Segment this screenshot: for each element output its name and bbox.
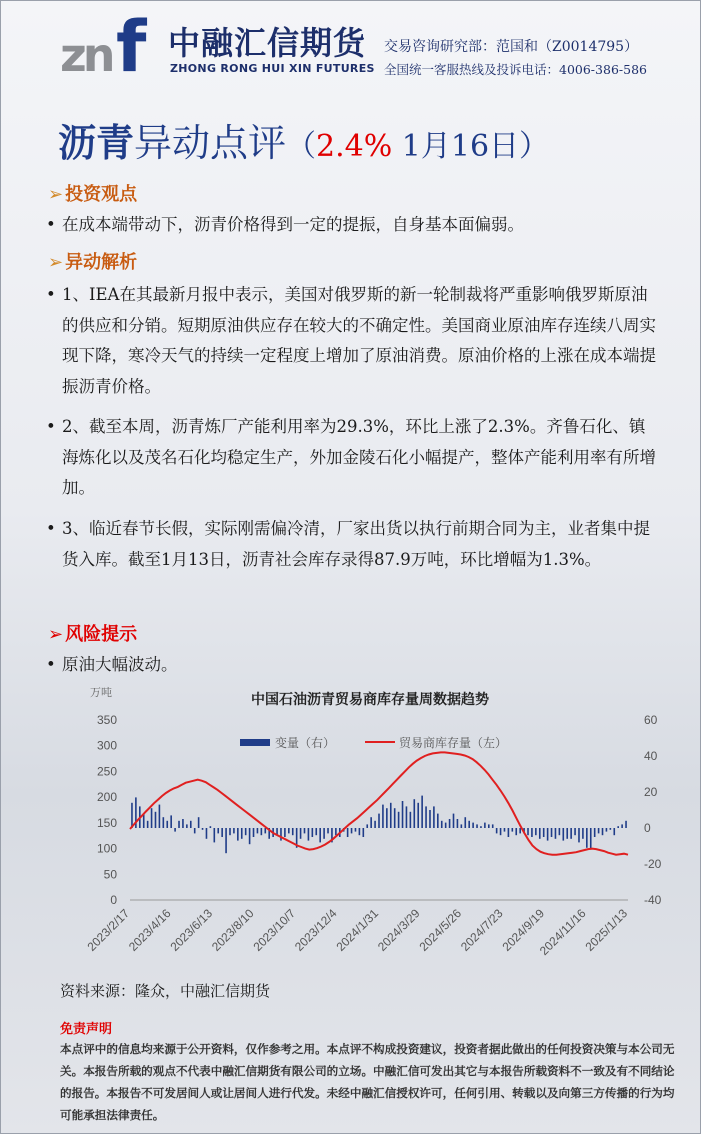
disclaimer-body: 本点评中的信息均来源于公开资料，仅作参考之用。本点评不构成投资建议，投资者据此做出的任何投资决策与本公司无关。本报告所载的观点不代表中融汇信期货有限公司的立场。中融汇信可发出其它与本报告所载资料不一致及有不同结论的报告。本报告不可发居间人或让居间人进行代发。未经中融汇信授权许可，任何引用、转载以及向第三方传播的行为均可能承担法律责任。 — [60, 1042, 675, 1122]
title-type: 异动点评 — [134, 121, 287, 165]
bar — [621, 824, 623, 828]
bar — [480, 826, 482, 828]
bullet-risk: • 原油大幅波动。 — [46, 655, 178, 674]
bar — [606, 828, 608, 832]
bar — [410, 812, 412, 828]
bar — [210, 826, 212, 828]
y-left-tick: 200 — [96, 790, 117, 805]
bar — [198, 817, 200, 828]
title-product: 沥青 — [58, 120, 135, 165]
bar — [374, 821, 376, 828]
bar — [594, 828, 596, 837]
bar — [351, 828, 353, 833]
bar — [531, 828, 533, 837]
title-date: 1月16日） — [392, 129, 550, 164]
bar — [562, 828, 564, 841]
bar — [327, 828, 329, 833]
legend-line-label: 贸易商库存量（左） — [399, 736, 508, 750]
bar — [241, 828, 243, 839]
arrow-icon: ➢ — [48, 184, 64, 205]
arrow-icon: ➢ — [48, 252, 64, 273]
bar — [617, 826, 619, 828]
bar — [425, 806, 427, 828]
bar — [206, 828, 208, 839]
bar — [570, 828, 572, 839]
y-right-tick: -20 — [644, 857, 662, 871]
bar — [566, 828, 568, 839]
section-head-risk: ➢ 风险提示 — [48, 624, 138, 645]
x-tick: 2023/10/7 — [250, 906, 299, 954]
bar — [602, 828, 604, 835]
bar — [508, 828, 510, 837]
bar — [461, 824, 463, 828]
bar — [257, 828, 259, 833]
title-paren: （ — [286, 129, 317, 164]
bar — [488, 824, 490, 828]
legend-bar-label: 变量（右） — [275, 736, 336, 750]
x-tick: 2023/8/10 — [208, 906, 257, 954]
y-left-tick: 150 — [96, 815, 117, 830]
section-head-view: ➢ 投资观点 — [48, 184, 138, 205]
bar — [292, 828, 294, 835]
bar — [515, 828, 517, 835]
bar — [590, 828, 592, 850]
analyst-contact: 交易咨询研究部：范国和（Z0014795） — [384, 39, 639, 55]
company-logo: zn f — [60, 6, 147, 88]
bar — [304, 828, 306, 833]
y-left-tick: 250 — [96, 764, 117, 779]
bar — [300, 828, 302, 839]
bar — [610, 828, 612, 830]
x-tick: 2025/1/13 — [582, 906, 631, 954]
bar — [378, 814, 380, 828]
section-head-analysis: ➢ 异动解析 — [48, 252, 138, 273]
bar — [464, 817, 466, 828]
bar — [519, 828, 521, 833]
bar — [437, 814, 439, 828]
y-right-tick: 40 — [644, 749, 658, 763]
bar — [574, 828, 576, 835]
bar — [363, 828, 365, 837]
bullet-analysis-2: • 2、截至本周，沥青炼厂产能利用率为29.3%，环比上涨了2.3%。齐鲁石化、镇海炼化以及茂名石化均稳定生产，外加金陵石化小幅提产，整体产能利用率有所增加。 — [46, 417, 656, 497]
bar — [151, 808, 153, 828]
x-tick: 2024/1/31 — [333, 906, 382, 954]
series-line — [130, 752, 628, 854]
bar — [547, 828, 549, 841]
x-tick: 2023/2/17 — [84, 906, 133, 954]
bar — [323, 828, 325, 839]
bar — [147, 821, 149, 828]
bar — [174, 828, 176, 832]
bar — [359, 828, 361, 835]
bar — [370, 817, 372, 828]
bar — [394, 808, 396, 828]
bar — [284, 828, 286, 837]
bar — [449, 819, 451, 828]
bar — [347, 828, 349, 837]
bar — [527, 828, 529, 835]
bar — [315, 828, 317, 835]
title-change: 2.4% — [316, 129, 393, 164]
brand-name-cn: 中融汇信期货 — [168, 24, 367, 62]
y-right-tick: 60 — [644, 713, 658, 727]
bar — [217, 828, 219, 833]
y-left-tick: 0 — [110, 893, 117, 907]
x-tick: 2024/3/29 — [374, 906, 423, 954]
bar — [186, 824, 188, 828]
bar — [237, 828, 239, 841]
bar — [170, 815, 172, 828]
bar — [453, 814, 455, 828]
x-tick: 2023/12/4 — [291, 906, 340, 954]
bar — [457, 819, 459, 828]
bar — [355, 828, 357, 832]
bar — [159, 805, 161, 828]
bar — [264, 828, 266, 833]
y-left-tick: 350 — [96, 713, 117, 727]
bar — [390, 803, 392, 828]
bar — [131, 803, 133, 828]
bar — [504, 828, 506, 832]
x-tick: 2024/11/16 — [536, 906, 589, 958]
bar — [417, 803, 419, 828]
x-tick: 2024/7/23 — [457, 906, 506, 954]
bar — [335, 828, 337, 835]
bar — [402, 801, 404, 828]
bar — [496, 828, 498, 833]
chart-title: 中国石油沥青贸易商库存量周数据趋势 — [251, 691, 489, 707]
bar — [598, 828, 600, 833]
bar — [366, 824, 368, 828]
y-left-tick: 100 — [96, 841, 117, 856]
brand-name-en: ZHONG RONG HUI XIN FUTURES — [170, 62, 375, 75]
bar — [221, 828, 223, 837]
bar — [406, 806, 408, 828]
inventory-chart — [60, 678, 680, 978]
bar — [433, 806, 435, 828]
bar — [586, 828, 588, 848]
x-tick: 2023/6/13 — [167, 906, 216, 954]
bar — [500, 828, 502, 835]
bar — [386, 808, 388, 828]
bar — [261, 828, 263, 835]
hotline-contact: 全国统一客服热线及投诉电话：4006-386-586 — [384, 62, 647, 77]
bar — [319, 828, 321, 842]
x-tick: 2024/5/26 — [416, 906, 465, 954]
bar — [214, 828, 216, 842]
bar — [280, 828, 282, 841]
bar — [559, 828, 561, 835]
bar — [551, 828, 553, 837]
bar — [155, 812, 157, 828]
bar — [249, 828, 251, 844]
bar — [613, 828, 615, 835]
bar — [441, 821, 443, 828]
y-right-tick: 0 — [644, 821, 651, 835]
bar — [233, 828, 235, 833]
bar — [163, 817, 165, 828]
bar — [543, 828, 545, 837]
bar — [202, 828, 204, 830]
bar — [492, 824, 494, 828]
disclaimer-title: 免责声明 — [60, 1022, 113, 1037]
bullet-analysis-3: • 3、临近春节长假，实际刚需偏冷清，厂家出货以执行前期合同为主，业者集中提货入库。截至1月13日，沥青社会库存录得87.9万吨，环比增幅为1.3%。 — [46, 519, 650, 569]
arrow-icon: ➢ — [48, 624, 64, 645]
bar — [398, 812, 400, 828]
bar — [413, 799, 415, 828]
bar — [535, 828, 537, 835]
legend-bar-swatch — [240, 739, 270, 746]
y-right-tick: -40 — [644, 893, 662, 907]
bar — [512, 828, 514, 832]
bar — [190, 821, 192, 828]
bar — [178, 821, 180, 828]
bar — [539, 828, 541, 839]
bar — [582, 828, 584, 839]
y-left-tick: 50 — [103, 867, 117, 882]
bar — [421, 796, 423, 828]
bar — [253, 828, 255, 837]
bar — [382, 805, 384, 828]
x-tick: 2023/4/16 — [125, 906, 174, 954]
bar — [194, 828, 196, 833]
bar — [166, 821, 168, 828]
bar — [312, 828, 314, 837]
bar — [472, 823, 474, 828]
bullet-view: • 在成本端带动下，沥青价格得到一定的提振，自身基本面偏弱。 — [46, 215, 524, 234]
bar — [308, 828, 310, 841]
bar — [484, 823, 486, 828]
bar — [445, 823, 447, 828]
bar — [182, 819, 184, 828]
page-title — [58, 112, 549, 167]
bar — [288, 828, 290, 833]
bullet-analysis-1: • 1、IEA在其最新月报中表示，美国对俄罗斯的新一轮制裁将严重影响俄罗斯原油的供应和分销。短期原油供应存在较大的不确定性。美国商业原油库存连续八周实现下降，寒冷天气的持续一定程度上增加了原油消费。原油价格的上涨在成本端提振沥青价格。 — [46, 285, 656, 396]
bar — [229, 828, 231, 835]
y-left-tick: 300 — [96, 738, 117, 753]
y-right-tick: 20 — [644, 785, 658, 799]
bar — [468, 821, 470, 828]
bar — [429, 810, 431, 828]
bar — [225, 828, 227, 853]
bar — [625, 821, 627, 828]
y-left-unit: 万吨 — [90, 687, 112, 699]
bar — [555, 828, 557, 839]
bar — [578, 828, 580, 842]
bar — [476, 824, 478, 828]
data-source: 资料来源：隆众，中融汇信期货 — [60, 982, 271, 1000]
x-tick: 2024/9/19 — [499, 906, 548, 954]
bar — [245, 828, 247, 835]
